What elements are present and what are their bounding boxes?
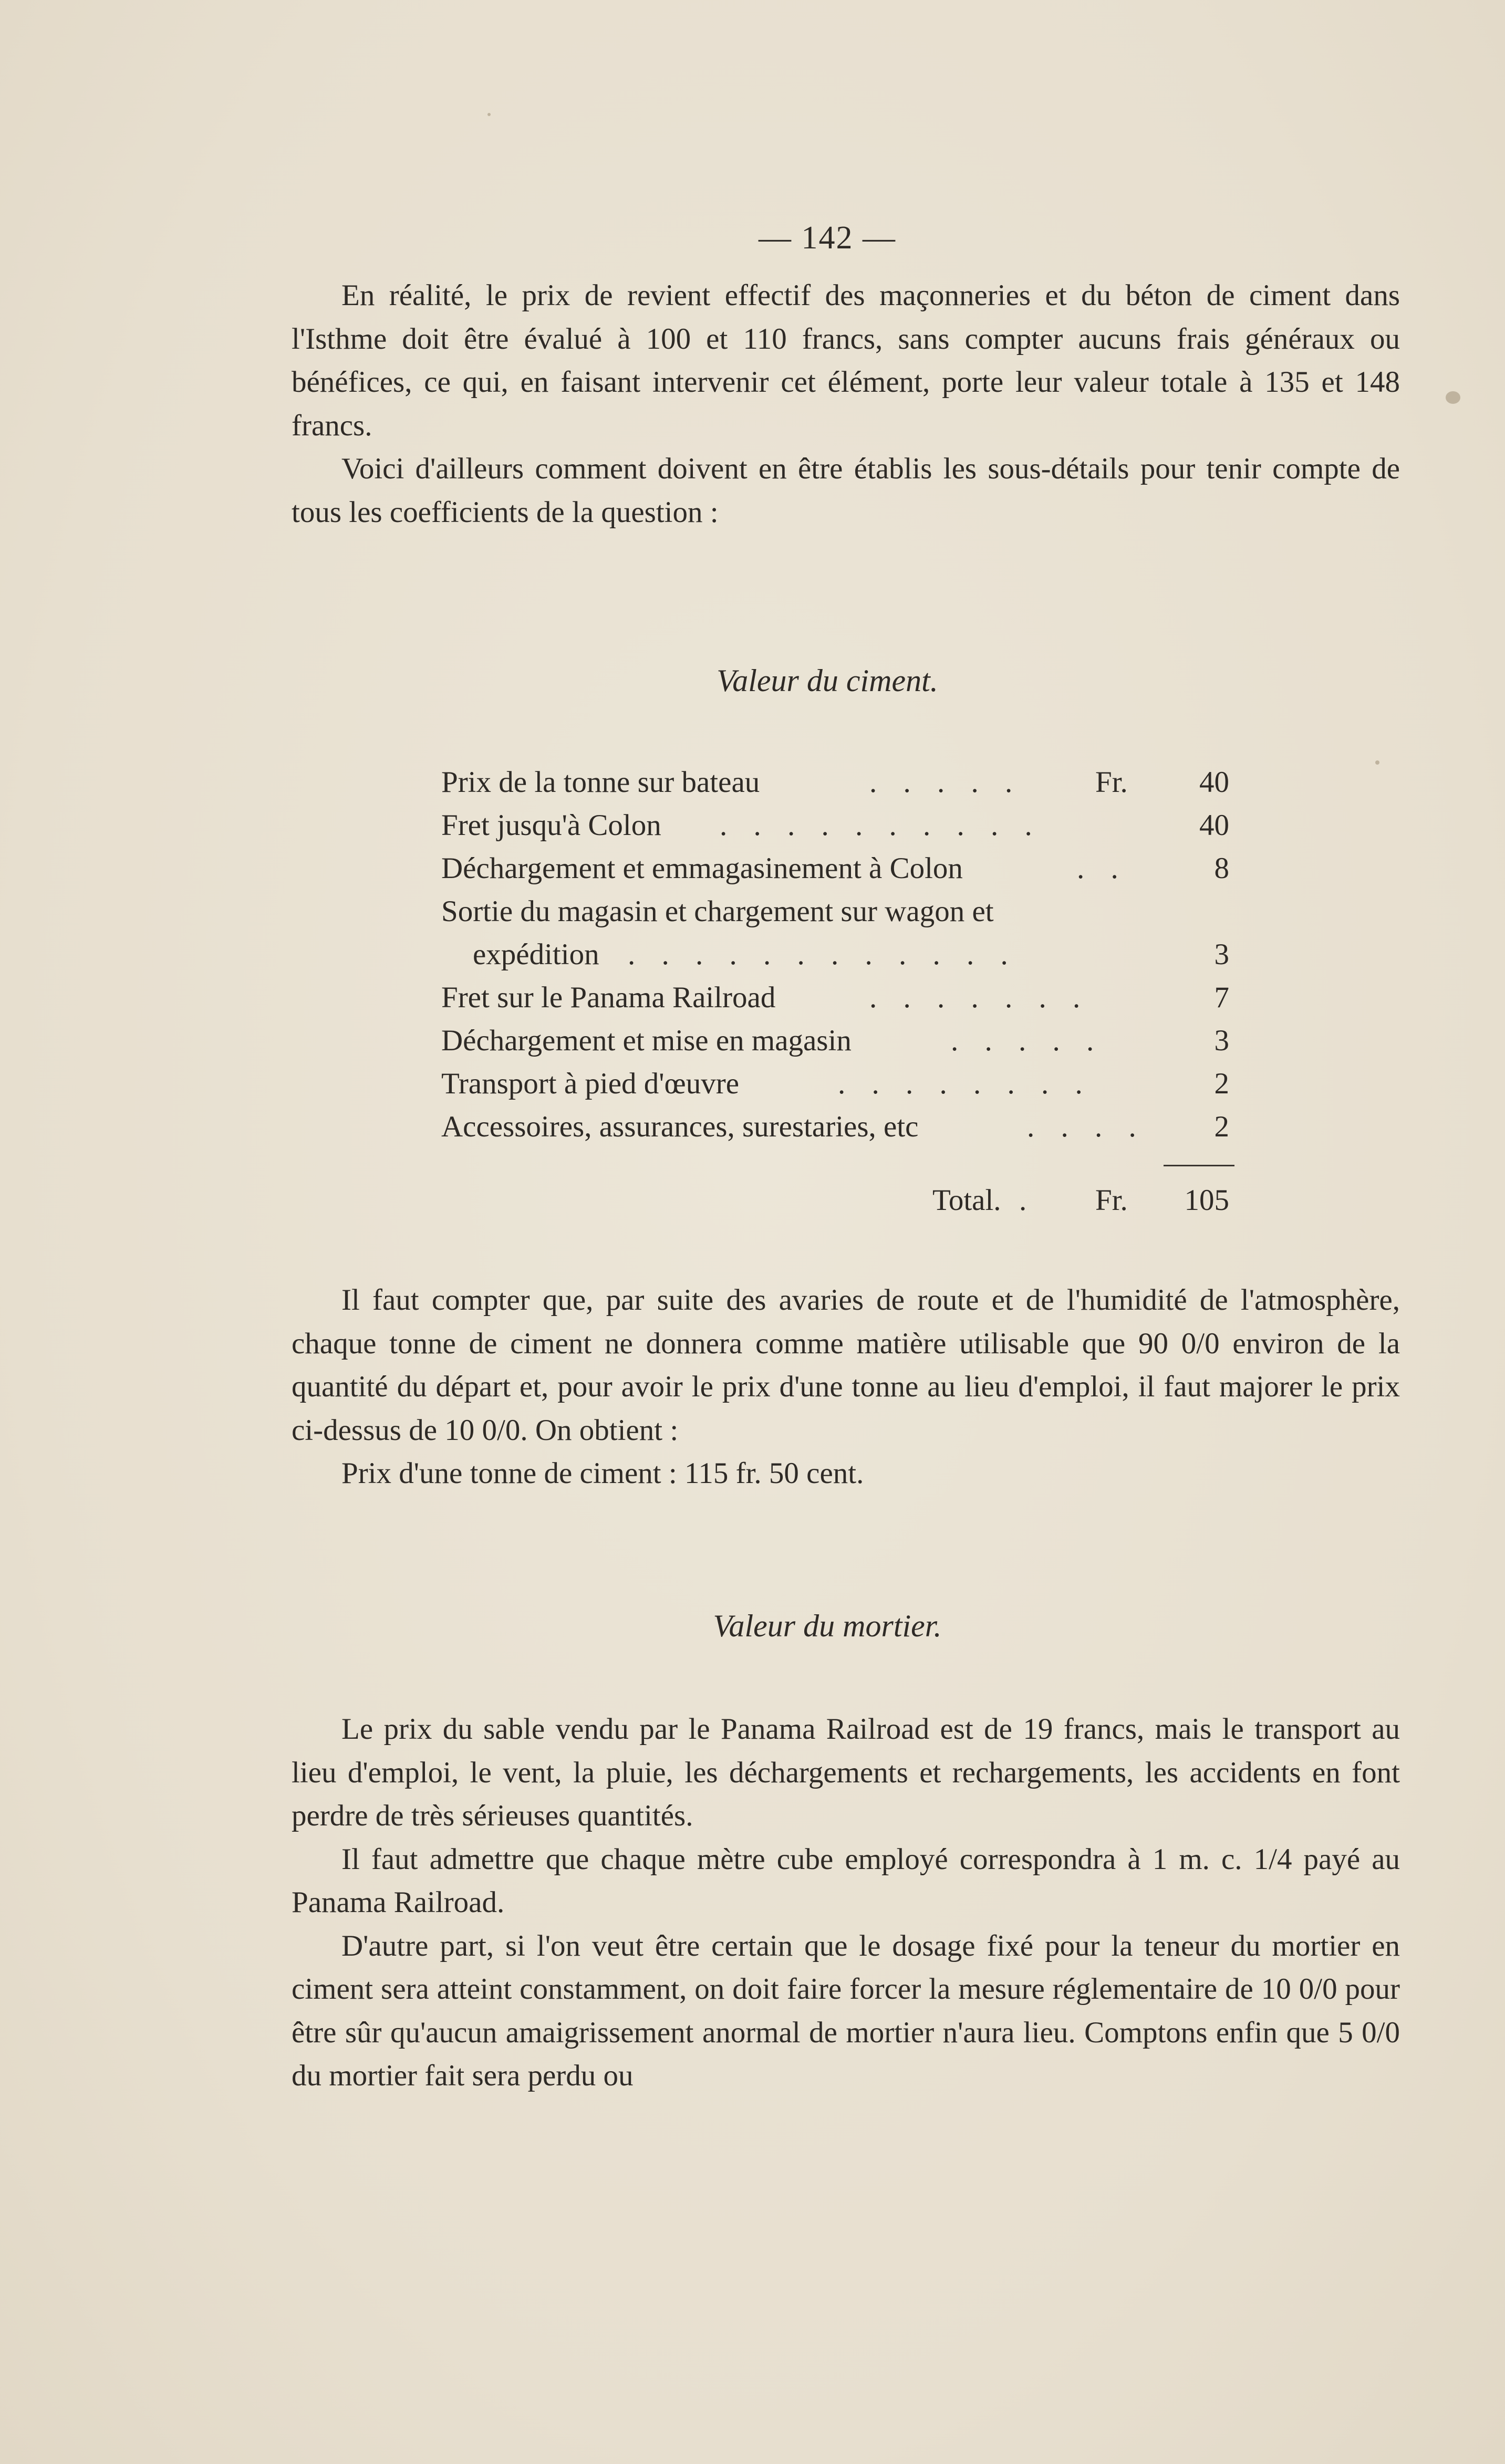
cost-row xyxy=(441,804,1229,847)
cost-row xyxy=(441,933,1229,976)
leader-dots: . . xyxy=(1077,852,1128,885)
cost-row-value: 2 xyxy=(1214,1110,1229,1143)
leader-dots: . . . . . . . xyxy=(869,981,1090,1014)
middle-paragraph-2: Prix d'une tonne de ciment : 115 fr. 50 cent. xyxy=(341,1457,864,1490)
cost-row-label: Prix de la tonne sur bateau xyxy=(441,766,760,799)
currency-label: Fr. xyxy=(1095,1184,1128,1217)
cost-row-label: Déchargement et emmagasinement à Colon xyxy=(441,852,963,885)
cost-row-label: Transport à pied d'œuvre xyxy=(441,1067,739,1100)
cost-row xyxy=(441,847,1229,890)
cost-row xyxy=(441,761,1229,804)
intro-text xyxy=(292,274,1400,534)
section-heading-ciment: Valeur du ciment. xyxy=(717,663,938,698)
cost-row-value: 40 xyxy=(1199,766,1229,799)
cost-row-value: 40 xyxy=(1199,809,1229,842)
cost-row xyxy=(441,1019,1229,1062)
cost-row-value: 8 xyxy=(1214,852,1229,885)
cost-row-label: Fret jusqu'à Colon xyxy=(441,809,661,842)
total-value: 105 xyxy=(1184,1184,1229,1217)
cost-row-value: 3 xyxy=(1214,1024,1229,1057)
section-heading-mortier: Valeur du mortier. xyxy=(713,1609,942,1643)
leader-dots: . xyxy=(1019,1184,1036,1217)
mortier-paragraph-3: D'autre part, si l'on veut être certain que le dosage fixé pour la teneur du mortier en ciment sera atteint constamment, on doit faire forcer la mesure réglementaire de 10 0/0 pour être sûr qu'aucun amaigrissement anormal de mortier n'aura lieu. Comptons enfin que 5 0/0 du mortier fait sera perdu ou xyxy=(292,1929,1400,2092)
cost-row-value: 2 xyxy=(1214,1067,1229,1100)
leader-dots: . . . . . . . . xyxy=(838,1067,1092,1100)
intro-paragraph-1: En réalité, le prix de revient effectif des maçonneries et du béton de ciment dans l'Isthme doit être évalué à 100 et 110 francs, sans compter aucuns frais généraux ou bénéfices, ce qui, en faisant intervenir cet élément, porte leur valeur totale à 135 et 148 francs. xyxy=(292,279,1400,442)
intro-paragraph-2: Voici d'ailleurs comment doivent en être établis les sous-détails pour tenir compte de tous les coefficients de la question : xyxy=(292,452,1400,529)
leader-dots: . . . . . . . . . . . . xyxy=(628,938,1018,971)
mortier-paragraph-1: Le prix du sable vendu par le Panama Railroad est de 19 francs, mais le transport au lieu d'emploi, le vent, la pluie, les déchargements et rechargements, les accidents en font perdre de très sérieuses quantités. xyxy=(292,1713,1400,1832)
cost-row xyxy=(441,1062,1229,1105)
cost-row xyxy=(441,1105,1229,1149)
mortier-text xyxy=(292,1708,1400,2098)
cost-row-label: expédition xyxy=(473,938,599,971)
total-label: Total. xyxy=(932,1184,1001,1217)
cost-row-label: Accessoires, assurances, surestaries, etc xyxy=(441,1110,919,1143)
cost-row-label: Sortie du magasin et chargement sur wagon et xyxy=(441,895,994,928)
paper-speck xyxy=(1375,760,1379,765)
middle-paragraph-1: Il faut compter que, par suite des avaries de route et de l'humidité de l'atmosphère, chaque tonne de ciment ne donnera comme matière utilisable que 90 0/0 environ de la quantité du départ et, pour avoir le prix d'une tonne au lieu d'emploi, il faut majorer le prix ci-dessus de 10 0/0. On obtient : xyxy=(292,1283,1400,1447)
mortier-paragraph-2: Il faut admettre que chaque mètre cube employé correspondra à 1 m. c. 1/4 payé au Panama Railroad. xyxy=(292,1842,1400,1919)
middle-text xyxy=(292,1279,1400,1496)
cost-row xyxy=(441,890,1229,933)
cost-row-label: Déchargement et mise en magasin xyxy=(441,1024,852,1057)
cost-row xyxy=(441,976,1229,1019)
total-row xyxy=(441,1179,1229,1222)
cost-row-value: 7 xyxy=(1214,981,1229,1014)
cost-row-value: 3 xyxy=(1214,938,1229,971)
leader-dots: . . . . . xyxy=(869,766,1022,799)
leader-dots: . . . . . . . . . . xyxy=(720,809,1042,842)
page-number: — 142 — xyxy=(759,220,896,256)
paper-speck xyxy=(487,113,491,116)
leader-dots: . . . . xyxy=(1027,1110,1146,1143)
total-rule xyxy=(1164,1165,1234,1166)
cost-row-label: Fret sur le Panama Railroad xyxy=(441,981,776,1014)
leader-dots: . . . . . xyxy=(951,1024,1104,1057)
currency-label: Fr. xyxy=(1095,766,1128,799)
paper-speck xyxy=(1446,391,1460,404)
